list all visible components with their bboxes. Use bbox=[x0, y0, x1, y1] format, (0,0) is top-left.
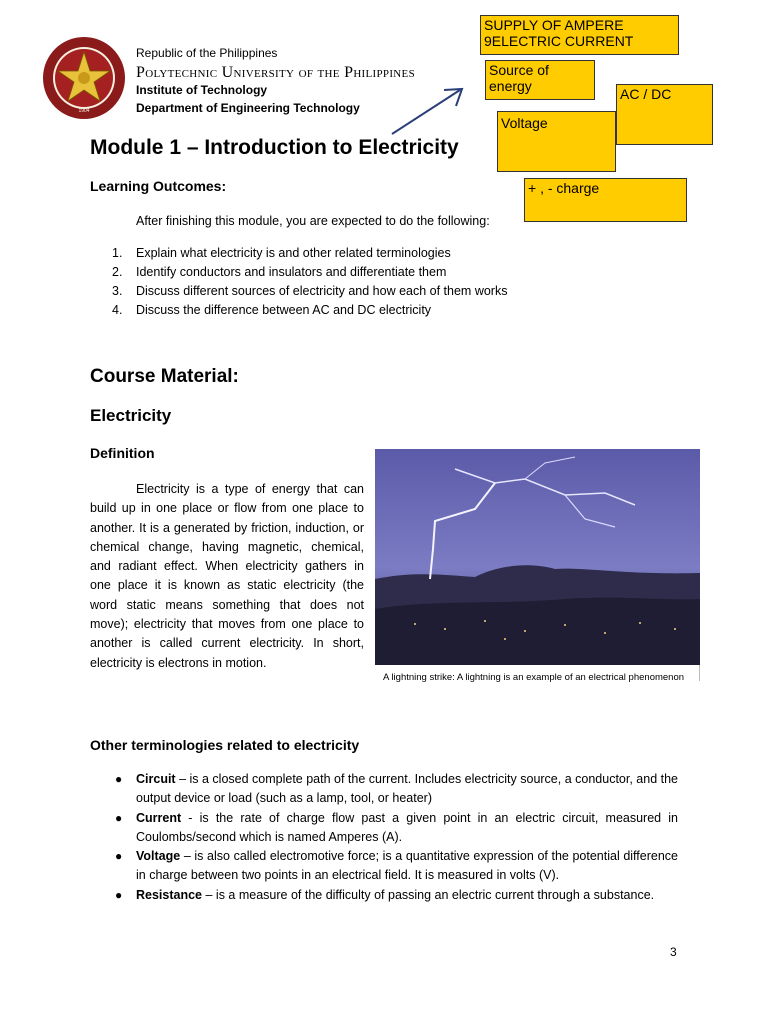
university-seal-icon bbox=[42, 36, 126, 120]
course-material-heading: Course Material: bbox=[90, 366, 239, 387]
note-line: Source of bbox=[489, 62, 549, 78]
caption-divider bbox=[699, 665, 700, 681]
list-item: 3. Discuss different sources of electricity and how each of them works bbox=[112, 284, 508, 298]
seal-year: 1904 bbox=[78, 108, 90, 114]
note-line: + , - charge bbox=[528, 180, 600, 196]
definition-heading: Definition bbox=[90, 445, 155, 461]
learning-outcomes-heading: Learning Outcomes: bbox=[90, 178, 227, 194]
module-title: Module 1 – Introduction to Electricity bbox=[90, 136, 459, 159]
note-line: energy bbox=[489, 78, 532, 94]
terminologies-list bbox=[112, 770, 678, 905]
lightning-photo bbox=[375, 449, 700, 665]
photo-caption: A lightning strike: A lightning is an example of an electrical phenomenon bbox=[383, 672, 685, 683]
sticky-note-source[interactable] bbox=[485, 60, 595, 100]
list-item: ● Voltage – is also called electromotive force; is a quantitative expression of the potential difference in charge between two points in an electrical field. It is measured in volts (V). bbox=[115, 849, 678, 883]
note-line: SUPPLY OF AMPERE bbox=[484, 17, 624, 33]
bullet-icon: ● bbox=[115, 810, 123, 825]
note-line: Voltage bbox=[501, 115, 548, 131]
page-number: 3 bbox=[670, 945, 677, 959]
list-item: 2. Identify conductors and insulators and differentiate them bbox=[112, 265, 447, 279]
bullet-icon: ● bbox=[115, 887, 123, 902]
note-line: AC / DC bbox=[620, 86, 672, 102]
header-republic: Republic of the Philippines bbox=[136, 46, 278, 60]
sticky-note-voltage[interactable] bbox=[497, 111, 616, 172]
bullet-icon: ● bbox=[115, 772, 123, 786]
definition-paragraph: Electricity is a type of energy that can build up in one place or flow from one place to another. It is a generated by friction, induction, or chemical change, having magnetic, chemical, and radiant effect. When electricity gathers in one place it is known as static electricity (the word static means something that does not move); electricity that moves from one place to another is called current electricity. In short, electricity is electrons in motion. bbox=[90, 482, 364, 670]
bullet-icon: ● bbox=[115, 849, 123, 864]
sticky-note-charge[interactable] bbox=[524, 178, 687, 222]
annotation-arrow-icon bbox=[380, 80, 470, 140]
sticky-note-acdc[interactable] bbox=[616, 84, 713, 145]
note-line: 9ELECTRIC CURRENT bbox=[484, 33, 634, 49]
list-item: ● Current - is the rate of charge flow past a given point in an electric circuit, measured in Coulombs/second which is named Amperes (A). bbox=[115, 810, 679, 844]
list-item: ● Circuit – is a closed complete path of the current. Includes electricity source, a conductor, and the output device or load (such as a lamp, tool, or heater) bbox=[115, 772, 678, 806]
terminologies-heading: Other terminologies related to electricity bbox=[90, 737, 360, 753]
header-institute: Institute of Technology bbox=[136, 83, 268, 97]
list-item: 4. Discuss the difference between AC and DC electricity bbox=[112, 303, 432, 317]
learning-outcomes-intro: After finishing this module, you are expected to do the following: bbox=[136, 214, 490, 228]
electricity-heading: Electricity bbox=[90, 406, 172, 425]
sticky-note-ampere[interactable] bbox=[480, 15, 679, 55]
list-item: ● Resistance – is a measure of the difficulty of passing an electric current through a substance. bbox=[112, 886, 678, 905]
list-item: 1. Explain what electricity is and other related terminologies bbox=[112, 246, 451, 260]
header-university: Polytechnic University of the Philippines bbox=[136, 64, 415, 81]
learning-outcomes-list bbox=[112, 244, 507, 320]
header-department: Department of Engineering Technology bbox=[136, 101, 360, 115]
